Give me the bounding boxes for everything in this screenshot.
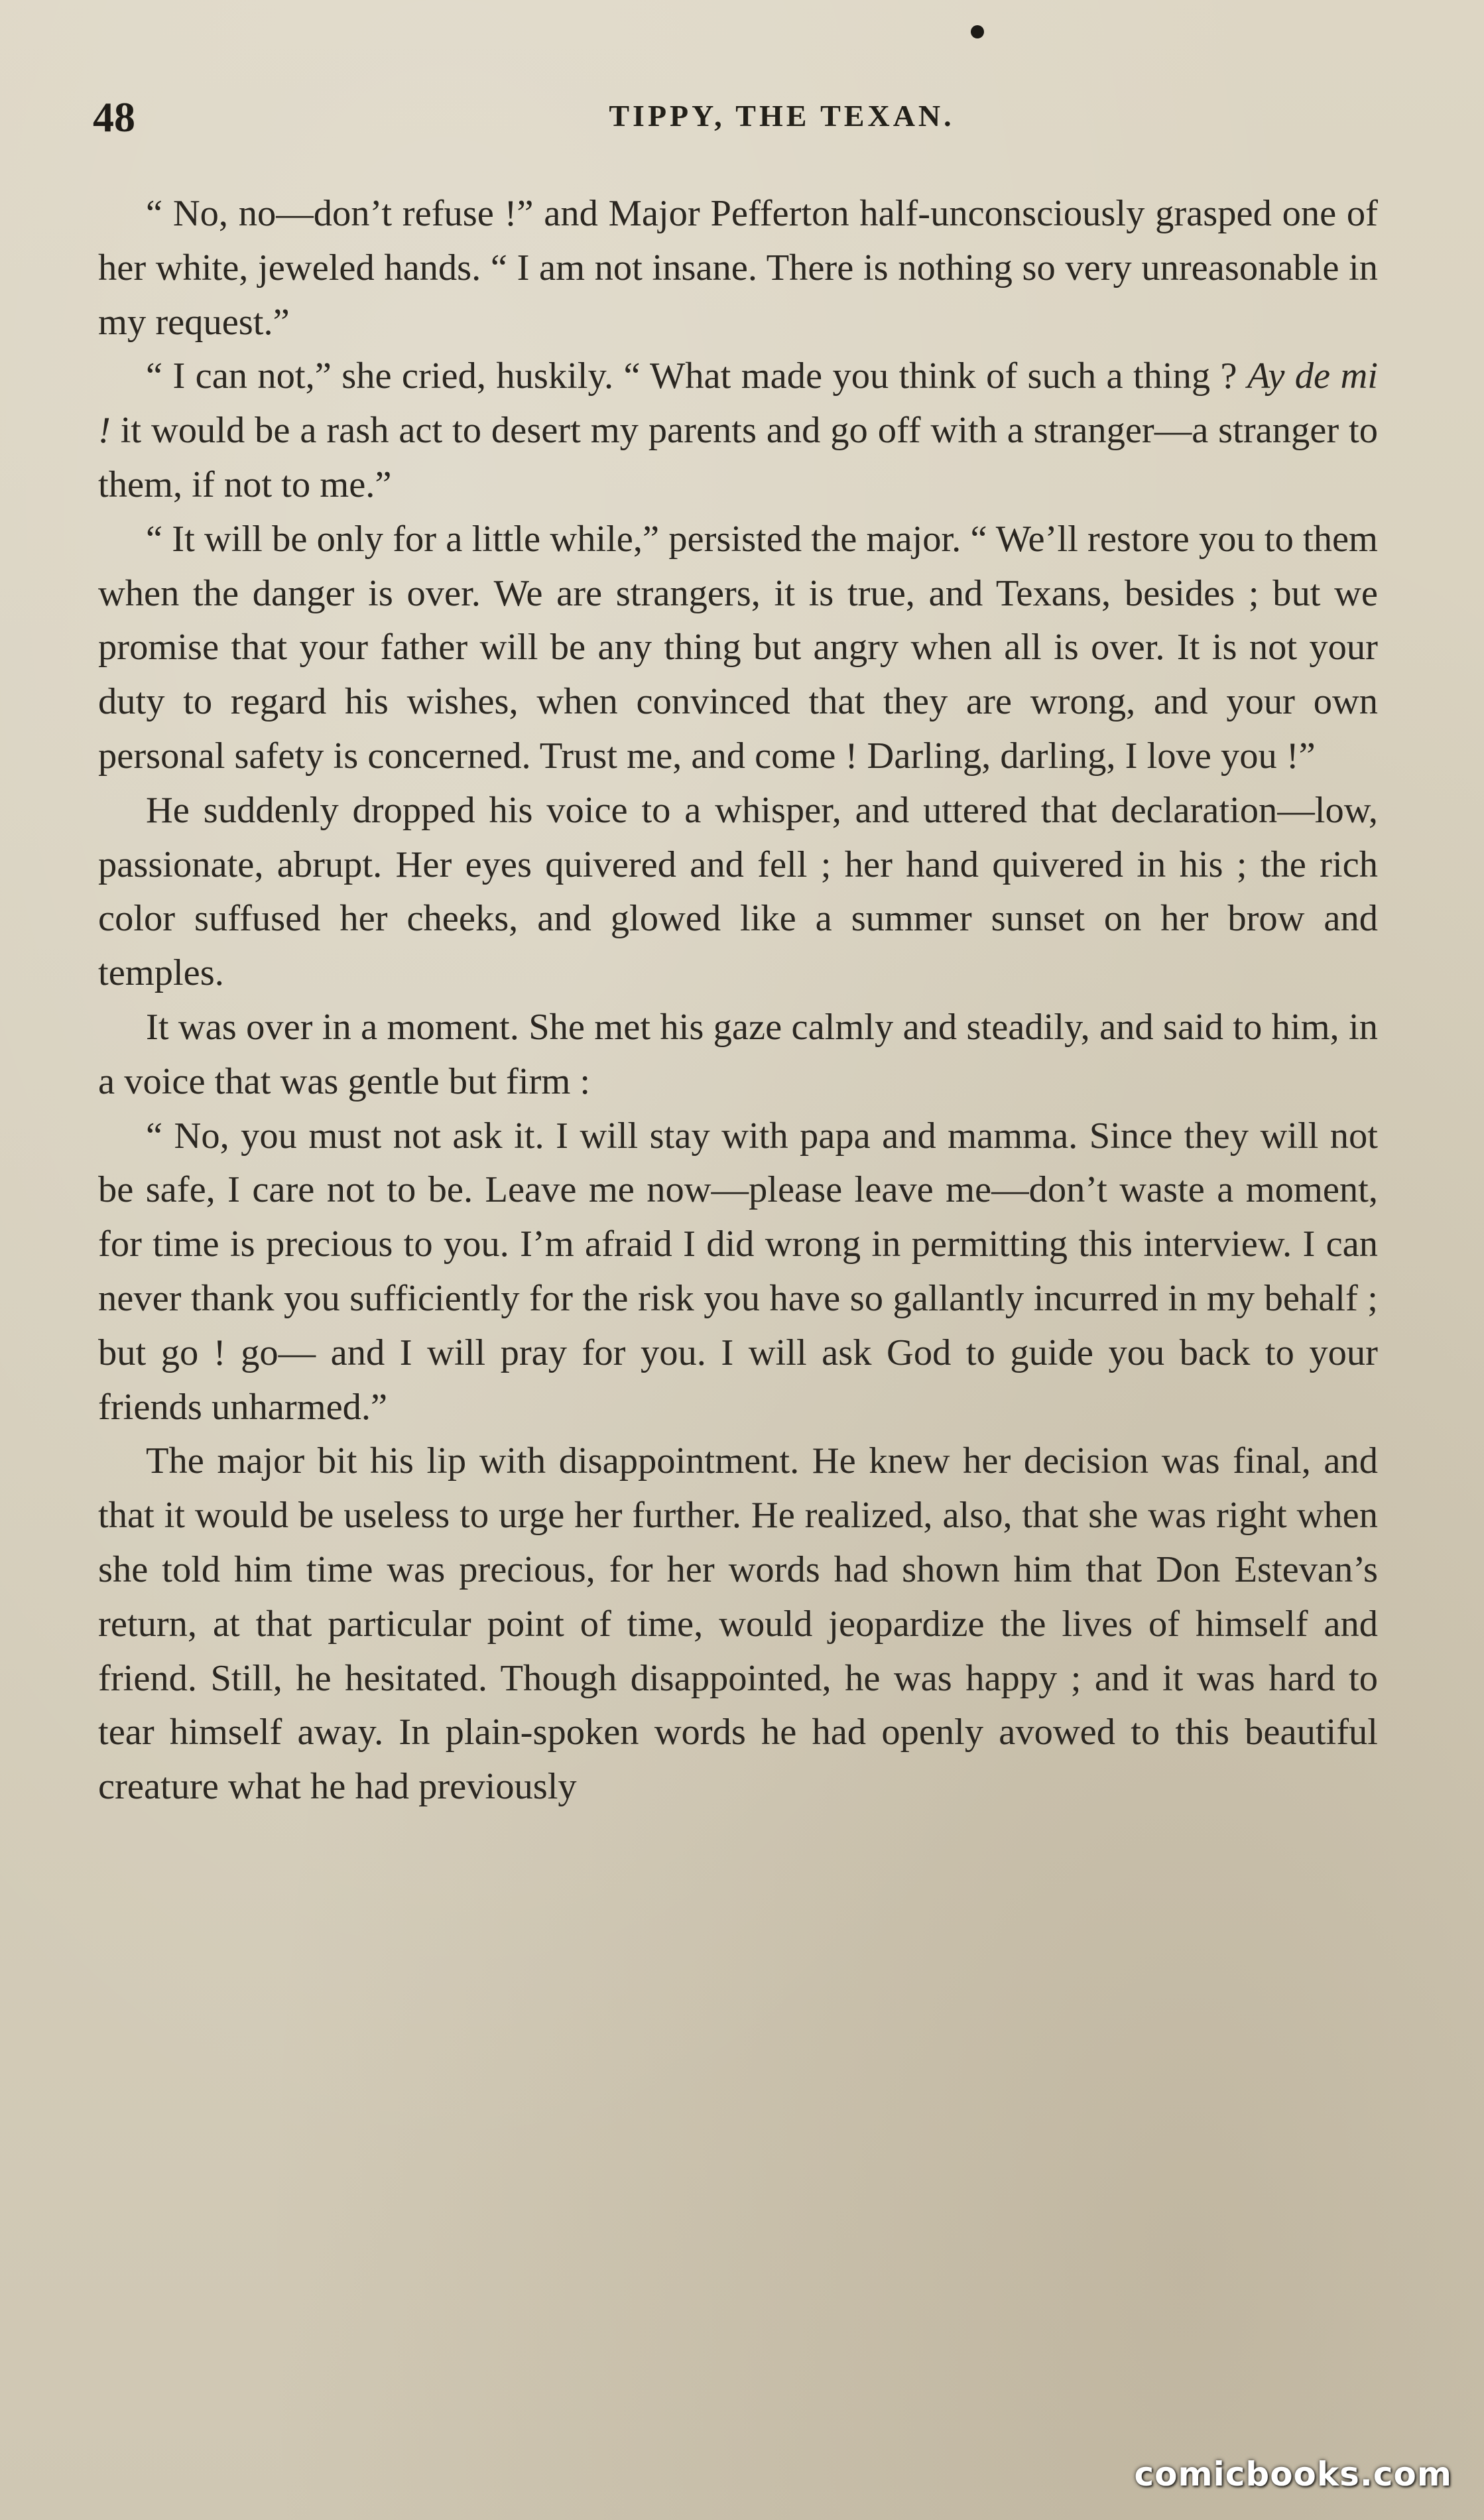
paragraph [98,1001,1378,1109]
text-run: He suddenly dropped his voice to a whisper, and uttered that declaration—low, passionate, abrupt. Her eyes quivered and fell ; her hand quivered in his ; the rich color suffused her cheeks, and glowed like a summer sunset on her brow and temples. [98,789,1378,994]
paragraph [98,1434,1378,1814]
paragraph [98,513,1378,784]
paragraph [98,784,1378,1001]
watermark-logo: comicbooks.com [1134,2455,1452,2493]
paragraph [98,187,1378,349]
text-run: The major bit his lip with disappointment. He knew her decision was final, and that it would be useless to urge her further. He realized, also, that she was right when she told him time was precious, for her words had shown him that Don Estevan’s return, at that particular point of time, would jeopardize the lives of himself and friend. Still, he hesitated. Though disappointed, he was happy ; and it was hard to tear himself away. In plain-spoken words he had openly avowed to this beautiful creature what he had previously [98,1440,1378,1808]
paragraph [98,349,1378,512]
running-title: TIPPY, THE TEXAN. [609,99,955,133]
text-run: “ No, no—don’t refuse !” and Major Pefferton half-unconsciously grasped one of her white, jeweled hands. “ I am not insane. There is nothing so very unreasonable in my request.” [98,193,1378,343]
text-run: it would be a rash act to desert my parents and go off with a stranger—a stranger to them, if not to me.” [98,410,1378,505]
ink-spot [971,25,984,38]
paragraph [98,1109,1378,1435]
text-run: “ No, you must not ask it. I will stay with papa and mamma. Since they will not be safe, I care not to be. Leave me now—please leave me—don’t waste a moment, for time is precious to you. I’m afraid I did wrong in permitting this interview. I can never thank you sufficiently for the risk you have so gallantly incurred in my behalf ; but go ! go— and I will pray for you. I will ask God to guide you back to your friends unharmed.” [98,1115,1378,1428]
text-run: “ I can not,” she cried, huskily. “ What made you think of such a thing ? [146,355,1247,397]
text-run: It was over in a moment. She met his gaze calmly and steadily, and said to him, in a voice that was gentle but firm : [98,1006,1378,1102]
page-header [93,93,1378,146]
body-text [98,187,1378,1814]
page-number: 48 [93,94,135,141]
italic-phrase: Ay de mi ! [98,355,1378,452]
text-run: “ It will be only for a little while,” persisted the major. “ We’ll restore you to them when the danger is over. We are strangers, it is true, and Texans, besides ; but we promise that your father will be any thing but angry when all is over. It is not your duty to regard his wishes, when convinced that they are wrong, and your own personal safety is concerned. Trust me, and come ! Darling, darling, I love you !” [98,518,1378,777]
